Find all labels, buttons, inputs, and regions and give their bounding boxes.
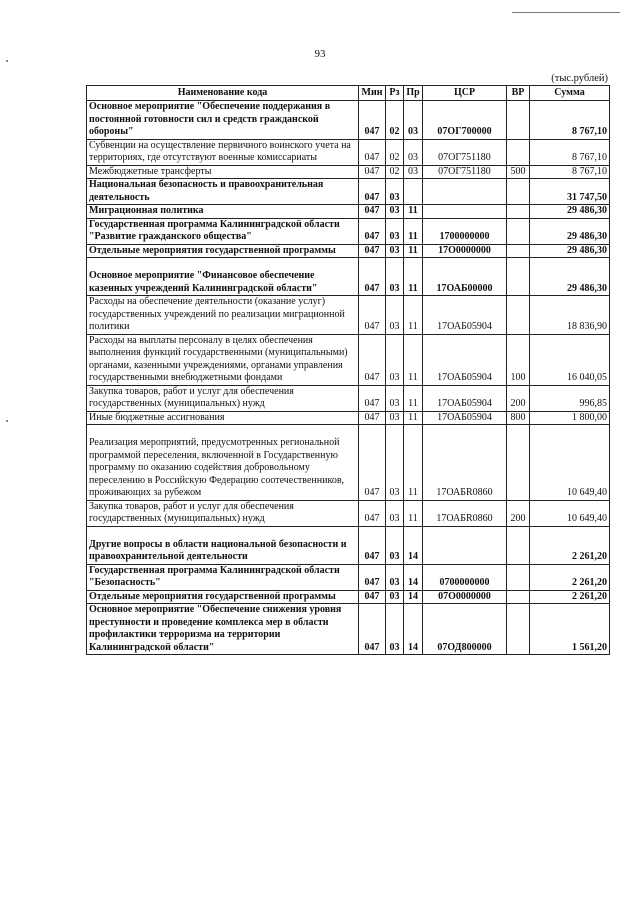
scan-artifact-dot [6, 420, 8, 422]
cell-name: Другие вопросы в области национальной безопасности и правоохранительной деятельности [87, 526, 359, 564]
header-csr: ЦСР [423, 86, 507, 101]
cell-pr: 14 [404, 590, 423, 604]
table-row [87, 590, 610, 604]
table-row [87, 334, 610, 385]
cell-name: Расходы на обеспечение деятельности (оказание услуг) государственных учреждений по реализации миграционной политики [87, 296, 359, 335]
cell-name: Межбюджетные трансферты [87, 165, 359, 179]
cell-rz: 03 [386, 218, 404, 244]
cell-pr: 11 [404, 500, 423, 526]
cell-rz: 03 [386, 244, 404, 258]
cell-vr: 200 [507, 385, 530, 411]
cell-csr [423, 526, 507, 564]
cell-min: 047 [359, 218, 386, 244]
cell-rz: 03 [386, 385, 404, 411]
cell-min: 047 [359, 244, 386, 258]
table-row [87, 101, 610, 140]
budget-table [86, 85, 610, 655]
cell-csr: 17ОАБ05904 [423, 334, 507, 385]
cell-csr [423, 205, 507, 219]
cell-pr: 03 [404, 139, 423, 165]
cell-min: 047 [359, 334, 386, 385]
cell-csr [423, 179, 507, 205]
cell-sum: 8 767,10 [530, 165, 610, 179]
cell-name: Основное мероприятие "Обеспечение снижения уровня преступности и проведение комплекса мер в области профилактики терроризма на территории Калининградской области" [87, 604, 359, 655]
table-row [87, 179, 610, 205]
table-row [87, 244, 610, 258]
cell-pr: 03 [404, 165, 423, 179]
cell-min: 047 [359, 101, 386, 140]
cell-pr: 11 [404, 385, 423, 411]
table-row [87, 258, 610, 296]
cell-name: Миграционная политика [87, 205, 359, 219]
cell-name: Государственная программа Калининградской области "Безопасность" [87, 564, 359, 590]
cell-name: Основное мероприятие "Финансовое обеспечение казенных учреждений Калининградской области" [87, 258, 359, 296]
cell-min: 047 [359, 500, 386, 526]
table-row [87, 139, 610, 165]
cell-name: Реализация мероприятий, предусмотренных региональной программой переселения, включенной в Государственную программу по оказанию содействия добровольному переселению в Российскую Федерацию соотечественников, проживающих за рубежом [87, 425, 359, 501]
cell-rz: 03 [386, 334, 404, 385]
cell-pr: 14 [404, 526, 423, 564]
table-row [87, 296, 610, 335]
cell-pr: 11 [404, 411, 423, 425]
cell-csr: 17ОАБR0860 [423, 500, 507, 526]
table-row [87, 526, 610, 564]
cell-sum: 18 836,90 [530, 296, 610, 335]
cell-pr: 11 [404, 334, 423, 385]
cell-sum: 31 747,50 [530, 179, 610, 205]
cell-rz: 03 [386, 425, 404, 501]
cell-rz: 02 [386, 139, 404, 165]
cell-vr [507, 258, 530, 296]
cell-rz: 02 [386, 101, 404, 140]
cell-rz: 03 [386, 411, 404, 425]
table-row [87, 604, 610, 655]
cell-sum: 16 040,05 [530, 334, 610, 385]
cell-vr: 200 [507, 500, 530, 526]
cell-min: 047 [359, 526, 386, 564]
cell-pr: 11 [404, 218, 423, 244]
table-row [87, 564, 610, 590]
cell-vr: 500 [507, 165, 530, 179]
table-row [87, 411, 610, 425]
cell-vr [507, 526, 530, 564]
cell-sum: 8 767,10 [530, 139, 610, 165]
cell-pr: 03 [404, 101, 423, 140]
cell-csr: 07ОГ751180 [423, 139, 507, 165]
cell-vr: 800 [507, 411, 530, 425]
cell-rz: 03 [386, 205, 404, 219]
cell-csr: 17ОАБ05904 [423, 411, 507, 425]
cell-sum: 996,85 [530, 385, 610, 411]
page-number: 93 [314, 48, 326, 60]
cell-name: Субвенции на осуществление первичного воинского учета на территориях, где отсутствуют военные комиссариаты [87, 139, 359, 165]
units-label: (тыс.рублей) [551, 73, 608, 84]
cell-sum: 8 767,10 [530, 101, 610, 140]
cell-sum: 29 486,30 [530, 258, 610, 296]
table-body [87, 101, 610, 655]
cell-name: Национальная безопасность и правоохранительная деятельность [87, 179, 359, 205]
cell-sum: 29 486,30 [530, 218, 610, 244]
cell-min: 047 [359, 258, 386, 296]
cell-min: 047 [359, 604, 386, 655]
table-row [87, 500, 610, 526]
cell-name: Закупка товаров, работ и услуг для обеспечения государственных (муниципальных) нужд [87, 385, 359, 411]
cell-name: Отдельные мероприятия государственной программы [87, 244, 359, 258]
cell-min: 047 [359, 165, 386, 179]
header-pr: Пр [404, 86, 423, 101]
cell-sum: 1 800,00 [530, 411, 610, 425]
cell-sum: 29 486,30 [530, 244, 610, 258]
cell-csr: 17ОАБ05904 [423, 385, 507, 411]
cell-rz: 03 [386, 526, 404, 564]
cell-pr: 11 [404, 258, 423, 296]
cell-vr [507, 604, 530, 655]
cell-rz: 03 [386, 590, 404, 604]
cell-name: Основное мероприятие "Обеспечение поддержания в постоянной готовности сил и средств гражданской обороны" [87, 101, 359, 140]
cell-csr: 0700000000 [423, 564, 507, 590]
cell-csr: 17ОАБ05904 [423, 296, 507, 335]
cell-name: Отдельные мероприятия государственной программы [87, 590, 359, 604]
cell-pr: 11 [404, 425, 423, 501]
cell-rz: 03 [386, 296, 404, 335]
cell-vr [507, 590, 530, 604]
cell-pr: 14 [404, 604, 423, 655]
cell-csr: 07ОД800000 [423, 604, 507, 655]
cell-pr: 11 [404, 296, 423, 335]
header-sum: Сумма [530, 86, 610, 101]
cell-vr [507, 101, 530, 140]
cell-rz: 03 [386, 500, 404, 526]
cell-pr: 11 [404, 205, 423, 219]
cell-vr [507, 205, 530, 219]
cell-vr [507, 425, 530, 501]
cell-rz: 02 [386, 165, 404, 179]
cell-pr: 14 [404, 564, 423, 590]
cell-name: Государственная программа Калининградской области "Развитие гражданского общества" [87, 218, 359, 244]
header-min: Мин [359, 86, 386, 101]
cell-min: 047 [359, 411, 386, 425]
cell-csr: 1700000000 [423, 218, 507, 244]
cell-name: Закупка товаров, работ и услуг для обеспечения государственных (муниципальных) нужд [87, 500, 359, 526]
cell-rz: 03 [386, 179, 404, 205]
cell-min: 047 [359, 296, 386, 335]
cell-min: 047 [359, 590, 386, 604]
cell-min: 047 [359, 385, 386, 411]
header-vr: ВР [507, 86, 530, 101]
cell-sum: 10 649,40 [530, 500, 610, 526]
cell-csr: 17О0000000 [423, 244, 507, 258]
header-rz: Рз [386, 86, 404, 101]
header-name: Наименование кода [87, 86, 359, 101]
cell-pr [404, 179, 423, 205]
cell-vr [507, 244, 530, 258]
cell-min: 047 [359, 139, 386, 165]
cell-min: 047 [359, 179, 386, 205]
cell-rz: 03 [386, 564, 404, 590]
cell-csr: 07ОГ700000 [423, 101, 507, 140]
table-header-row [87, 86, 610, 101]
cell-rz: 03 [386, 258, 404, 296]
table-row [87, 385, 610, 411]
cell-name: Расходы на выплаты персоналу в целях обеспечения выполнения функций государственными (муниципальными) органами, казенными учреждениями, органами управления государственными внебюджетными фондами [87, 334, 359, 385]
scan-artifact-line [512, 12, 620, 13]
cell-vr [507, 296, 530, 335]
table-row [87, 425, 610, 501]
cell-min: 047 [359, 425, 386, 501]
cell-vr [507, 139, 530, 165]
cell-sum: 1 561,20 [530, 604, 610, 655]
cell-sum: 2 261,20 [530, 526, 610, 564]
cell-min: 047 [359, 564, 386, 590]
cell-sum: 2 261,20 [530, 590, 610, 604]
cell-vr [507, 564, 530, 590]
cell-vr: 100 [507, 334, 530, 385]
cell-csr: 17ОАБ00000 [423, 258, 507, 296]
table-row [87, 165, 610, 179]
cell-sum: 29 486,30 [530, 205, 610, 219]
cell-vr [507, 179, 530, 205]
cell-name: Иные бюджетные ассигнования [87, 411, 359, 425]
cell-min: 047 [359, 205, 386, 219]
cell-csr: 07О0000000 [423, 590, 507, 604]
cell-rz: 03 [386, 604, 404, 655]
cell-pr: 11 [404, 244, 423, 258]
cell-csr: 17ОАБR0860 [423, 425, 507, 501]
cell-vr [507, 218, 530, 244]
cell-csr: 07ОГ751180 [423, 165, 507, 179]
cell-sum: 10 649,40 [530, 425, 610, 501]
cell-sum: 2 261,20 [530, 564, 610, 590]
table-row [87, 205, 610, 219]
table-row [87, 218, 610, 244]
scan-artifact-dot [6, 60, 8, 62]
